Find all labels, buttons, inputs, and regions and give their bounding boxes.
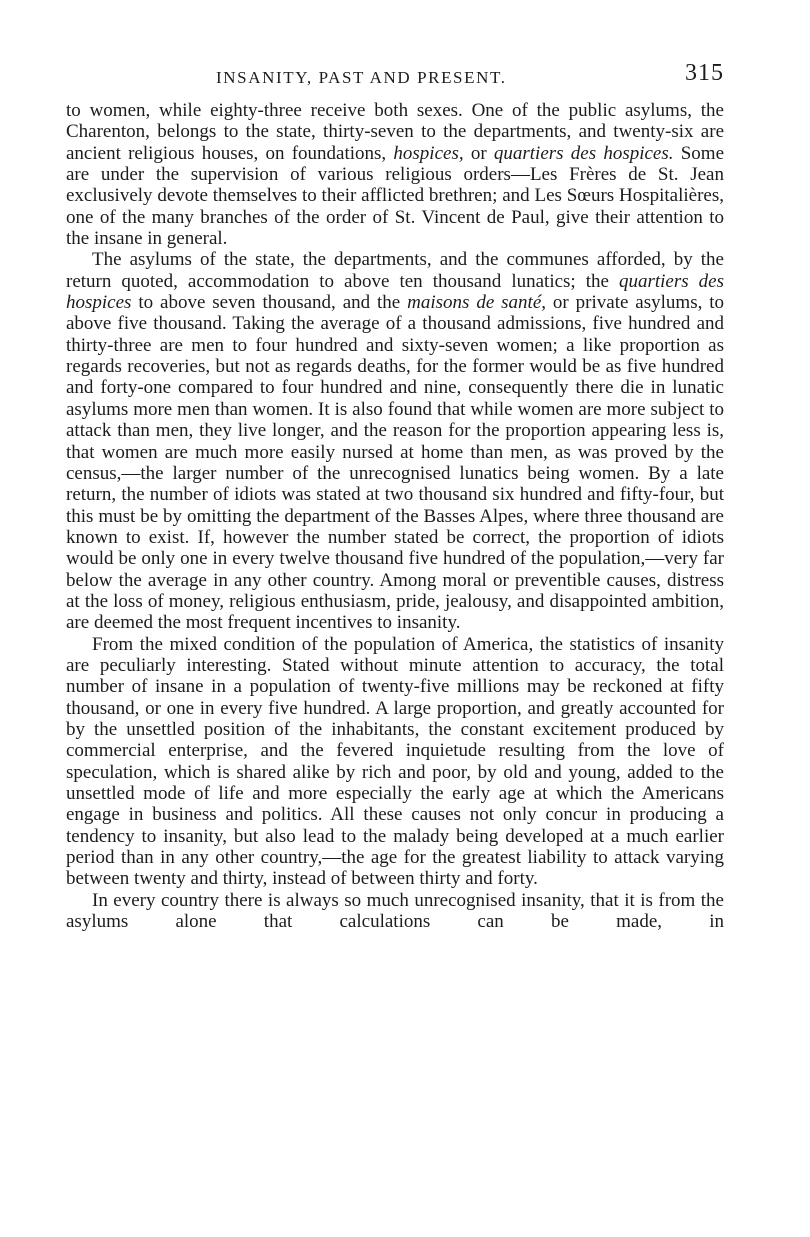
italic-phrase: hospices, xyxy=(393,142,464,164)
paragraph xyxy=(66,249,724,633)
text-run: Some are under the supervision of various religious orders—Les Frères de St. Jean exclusively devote themselves to their afflicted brethren; and Les Sœurs Hospitalières, one of the many branches of the order of St. Vincent de Paul, give their attention to the insane in general. xyxy=(66,142,725,250)
running-title: INSANITY, PAST AND PRESENT. xyxy=(216,68,507,87)
book-page xyxy=(66,60,724,932)
paragraph xyxy=(66,100,724,249)
page-number: 315 xyxy=(685,60,724,86)
text-run: The asylums of the state, the departments, and the communes afforded, by the return quoted, accommodation to above ten thousand lunatics; the xyxy=(66,249,724,292)
text-run: or private asylums, to above five thousand. Taking the average of a thousand admissions, five hundred and thirty-three are men to four hundred and sixty-seven women; a like proportion as regards recoveries, but not as regards deaths, for the former would be as five hundred and forty-one compared to four hundred and nine, consequently there die in lunatic asylums more men than women. It is also found that while women are more subject to attack than men, they live longer, and the reason for the proportion appearing less is, that women are much more easily nursed at home than men, as was proved by the census,—the larger number of the unrecognised lunatics being women. By a late return, the number of idiots was stated at two thousand six hundred and fifty-four, but this must be by omitting the department of the Basses Alpes, where three thousand are known to exist. If, however the number stated be correct, the proportion of idiots would be only one in every twelve thousand five hundred of the population,—very far below the average in any other country. Among moral or preventible causes, distress at the loss of money, religious enthusiasm, pride, jealousy, and disappointed ambition, are deemed the most frequent incentives to insanity. xyxy=(66,292,725,634)
running-head xyxy=(66,60,724,100)
paragraph xyxy=(66,634,724,890)
italic-phrase: maisons de santé, xyxy=(407,292,547,314)
italic-phrase: quartiers des hospices xyxy=(66,270,724,314)
text-run: In every country there is always so much unrecognised insanity, that it is from the asylums alone that calculations can be made, in xyxy=(66,889,724,933)
text-run: to above seven thousand, and the xyxy=(131,292,408,314)
italic-phrase: quartiers des hospices. xyxy=(493,142,674,164)
text-run: From the mixed condition of the population of America, the statistics of insanity are peculiarly interesting. Stated without minute attention to accuracy, the total number of insane in a population of twenty-five millions may be reckoned at fifty thousand, or one in every five hundred. A large proportion, and greatly accounted for by the unsettled position of the inhabitants, the constant excitement produced by commercial enterprise, and the fevered inquietude resulting from the love of speculation, which is shared alike by rich and poor, by old and young, added to the unsettled mode of life and more especially the early age at which the Americans engage in business and politics. All these causes not only concur in producing a tendency to insanity, but also lead to the malady being developed at a much earlier period than in any other country,—the age for the greatest liability to attack varying between twenty and thirty, instead of between thirty and forty. xyxy=(66,633,724,890)
text-run: to women, while eighty-three receive both sexes. One of the public asylums, the Charenton, belongs to the state, thirty-seven to the departments, and twenty-six are ancient religious houses, on foundations, xyxy=(66,100,724,164)
paragraph xyxy=(66,890,724,933)
body-text xyxy=(66,100,724,932)
text-run: or xyxy=(463,142,494,164)
